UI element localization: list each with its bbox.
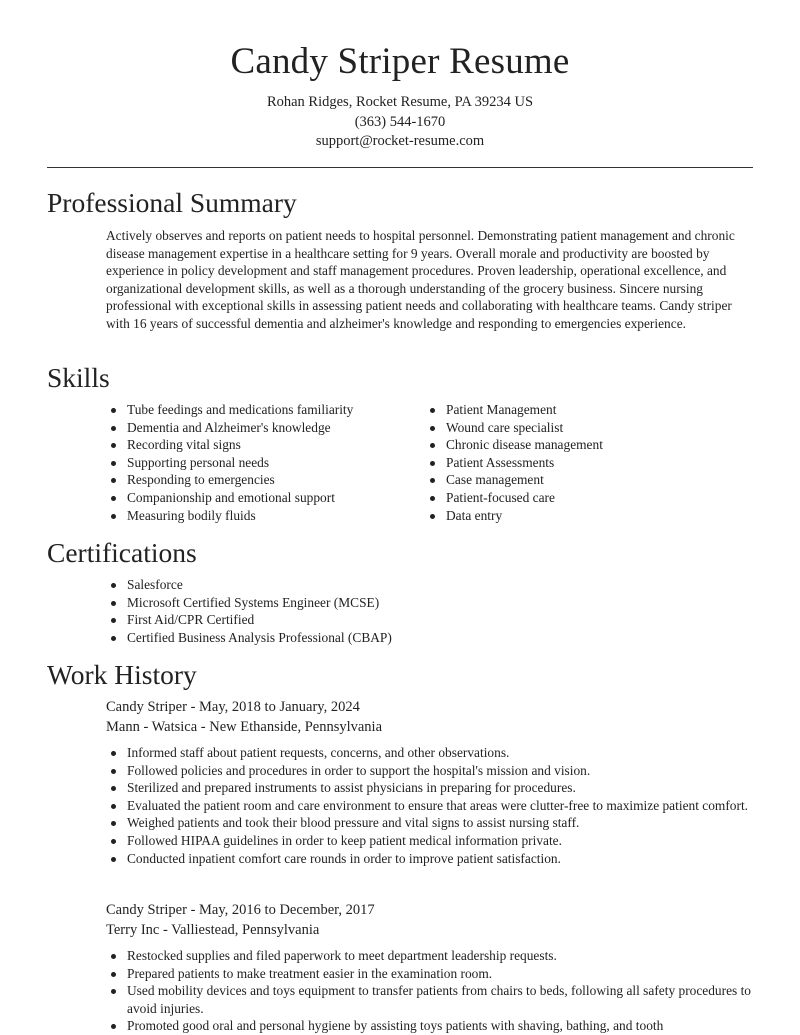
job-company-line: Mann - Watsica - New Ethanside, Pennsylvania (106, 718, 383, 735)
list-item: Case management (425, 471, 755, 489)
job-entry (106, 901, 756, 1035)
list-item: Supporting personal needs (106, 454, 426, 472)
resume-header (0, 40, 800, 152)
list-item: Patient-focused care (425, 489, 755, 507)
list-item: Microsoft Certified Systems Engineer (MCSE) (106, 594, 756, 612)
list-item: Restocked supplies and filed paperwork to meet department leadership requests. (106, 947, 756, 965)
job-company-line: Terry Inc - Valliestead, Pennsylvania (106, 921, 320, 938)
certifications-heading: Certifications (47, 537, 197, 568)
job-title-line: Candy Striper - May, 2018 to January, 2024 (106, 699, 360, 715)
list-item: Used mobility devices and toys equipment to transfer patients from chairs to beds, following all safety procedures to avoid injuries. (106, 982, 756, 1017)
list-item: Companionship and emotional support (106, 489, 426, 507)
list-item: Conducted inpatient comfort care rounds in order to improve patient satisfaction. (106, 850, 756, 868)
list-item: Dementia and Alzheimer's knowledge (106, 419, 426, 437)
list-item: Data entry (425, 507, 755, 525)
contact-address: Rohan Ridges, Rocket Resume, PA 39234 US (266, 94, 534, 110)
list-item: Evaluated the patient room and care environment to ensure that areas were clutter-free to maximize patient comfort. (106, 797, 756, 815)
header-divider (47, 167, 753, 168)
list-item: Recording vital signs (106, 436, 426, 454)
list-item: Weighed patients and took their blood pressure and vital signs to assist nursing staff. (106, 814, 756, 832)
list-item: Certified Business Analysis Professional (CBAP) (106, 629, 756, 647)
work-history-heading: Work History (47, 659, 197, 690)
job-entry (106, 698, 756, 867)
list-item: Measuring bodily fluids (106, 507, 426, 525)
list-item: Patient Assessments (425, 454, 755, 472)
list-item: First Aid/CPR Certified (106, 611, 756, 629)
list-item: Salesforce (106, 576, 756, 594)
list-item: Tube feedings and medications familiarity (106, 401, 426, 419)
summary-text: Actively observes and reports on patient needs to hospital personnel. Demonstrating patient management and chronic disease management expertise in a healthcare setting for 9 years. Overall morale and productivity are boosted by experience in policy development and staff management procedures. Proven leadership, operational excellence, and organizational development skills, as well as a thorough understanding of the grocery business. Sincere nursing professional with exceptional skills in assessing patient needs and collaborating with healthcare teams. Candy striper with 16 years of successful dementia and alzheimer's knowledge and responding to emergencies experience. (106, 228, 735, 331)
resume-title: Candy Striper Resume (230, 41, 570, 82)
job-duties-list (106, 744, 756, 867)
job-duties-list (106, 947, 756, 1035)
contact-block (0, 93, 800, 152)
list-item: Patient Management (425, 401, 755, 419)
job-title-line: Candy Striper - May, 2016 to December, 2017 (106, 902, 375, 918)
list-item: Promoted good oral and personal hygiene by assisting toys patients with shaving, bathing, and tooth (106, 1017, 756, 1035)
contact-email: support@rocket-resume.com (315, 133, 485, 149)
list-item: Informed staff about patient requests, concerns, and other observations. (106, 744, 756, 762)
list-item: Responding to emergencies (106, 471, 426, 489)
summary-heading: Professional Summary (47, 187, 297, 218)
list-item: Followed HIPAA guidelines in order to keep patient medical information private. (106, 832, 756, 850)
skills-list-left (106, 401, 426, 524)
list-item: Wound care specialist (425, 419, 755, 437)
list-item: Followed policies and procedures in order to support the hospital's mission and vision. (106, 762, 756, 780)
list-item: Sterilized and prepared instruments to assist physicians in preparing for procedures. (106, 779, 756, 797)
list-item: Chronic disease management (425, 436, 755, 454)
skills-heading: Skills (47, 362, 110, 393)
contact-phone: (363) 544-1670 (354, 113, 446, 130)
list-item: Prepared patients to make treatment easier in the examination room. (106, 965, 756, 983)
skills-list-right (425, 401, 755, 524)
certifications-list (106, 576, 756, 646)
